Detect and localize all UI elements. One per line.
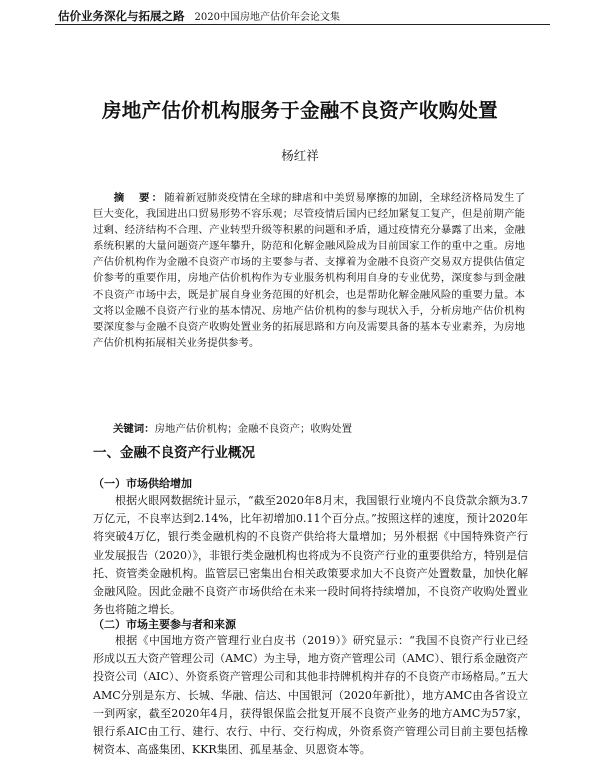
running-header [58,8,340,24]
running-header-book-title: 估价业务深化与拓展之路 [58,9,185,23]
abstract [93,190,525,351]
section-heading-1: 一、金融不良资产行业概况 [93,445,255,461]
header-rule [55,24,550,25]
article-title: 房地产估价机构服务于金融不良资产收购处置 [101,99,498,122]
abstract-label: 摘 要： [113,192,165,204]
running-header-subtitle: 2020中国房地产估价年会论文集 [194,12,340,23]
subsection-heading-1: （一）市场供给增加 [93,477,192,490]
paragraph-market-participants: 根据《中国地方资产管理行业白皮书（2019）》研究显示：“我国不良资产行业已经形成以五大资产管理公司（AMC）为主导，地方资产管理公司（AMC）、银行系金融资产投资公司（AIC）、外资系资产管理公司和其他非持牌机构并存的不良资产市场格局。”五大AMC分别是东方、长城、华融、信达、中国银河（2020年新批），地方AMC由各省设立一到两家，截至2020年4月，获得银保监会批复开展不良资产业务的地方AMC为57家，银行系AIC由工行、建行、农行、中行、交行构成，外资系资产管理公司目前主要包括橡树资本、高盛集团、KKR集团、孤星基金、贝恩资本等。 [93,634,528,757]
keywords [113,420,533,435]
keywords-text: 房地产估价机构；金融不良资产；收购处置 [154,423,352,435]
keywords-label: 关键词： [113,423,155,435]
article-author: 杨红祥 [281,148,319,163]
subsection-heading-2: （二）市场主要参与者和来源 [93,618,236,631]
abstract-text: 随着新冠肺炎疫情在全球的肆虐和中美贸易摩擦的加剧，全球经济格局发生了巨大变化，我国进出口贸易形势不容乐观；尽管疫情后国内已经加紧复工复产，但是前期产能过剩、经济结构不合理、产业转型升级等积累的问题和矛盾，通过疫情充分暴露了出来，金融系统积累的大量问题资产逐年攀升，防范和化解金融风险成为目前国家工作的重中之重。房地产估价机构作为金融不良资产市场的主要参与者、支撑着为金融不良资产交易双方提供估值定价参考的重要作用，房地产估价机构作为专业服务机构利用自身的专业优势，深度参与到金融不良资产市场中去，既是扩展自身业务范围的好机会，也是帮助化解金融风险的重要力量。本文将以金融不良资产行业的基本情况、房地产估价机构的参与现状入手，分析房地产估价机构要深度参与金融不良资产收购处置业务的拓展思路和方向及需要具备的基本专业素养，为房地产估价机构拓展相关业务提供参考。 [93,192,525,349]
paragraph-market-supply: 根据火眼网数据统计显示，“截至2020年8月末，我国银行业境内不良贷款余额为3.7万亿元，不良率达到2.14%，比年初增加0.11个百分点。”按照这样的速度，预计2020年将突破4万亿，银行类金融机构的不良资产供给将大量增加；另外根据《中国特殊资产行业发展报告（2020）》，非银行类金融机构也将成为不良资产行业的重要供给方，特别是信托、资管类金融机构。监管层已密集出台相关政策要求加大不良资产处置数量，加快化解金融风险。因此金融不良资产市场供给在未来一段时间将持续增加，不良资产收购处置业务也将随之增长。 [93,494,528,617]
